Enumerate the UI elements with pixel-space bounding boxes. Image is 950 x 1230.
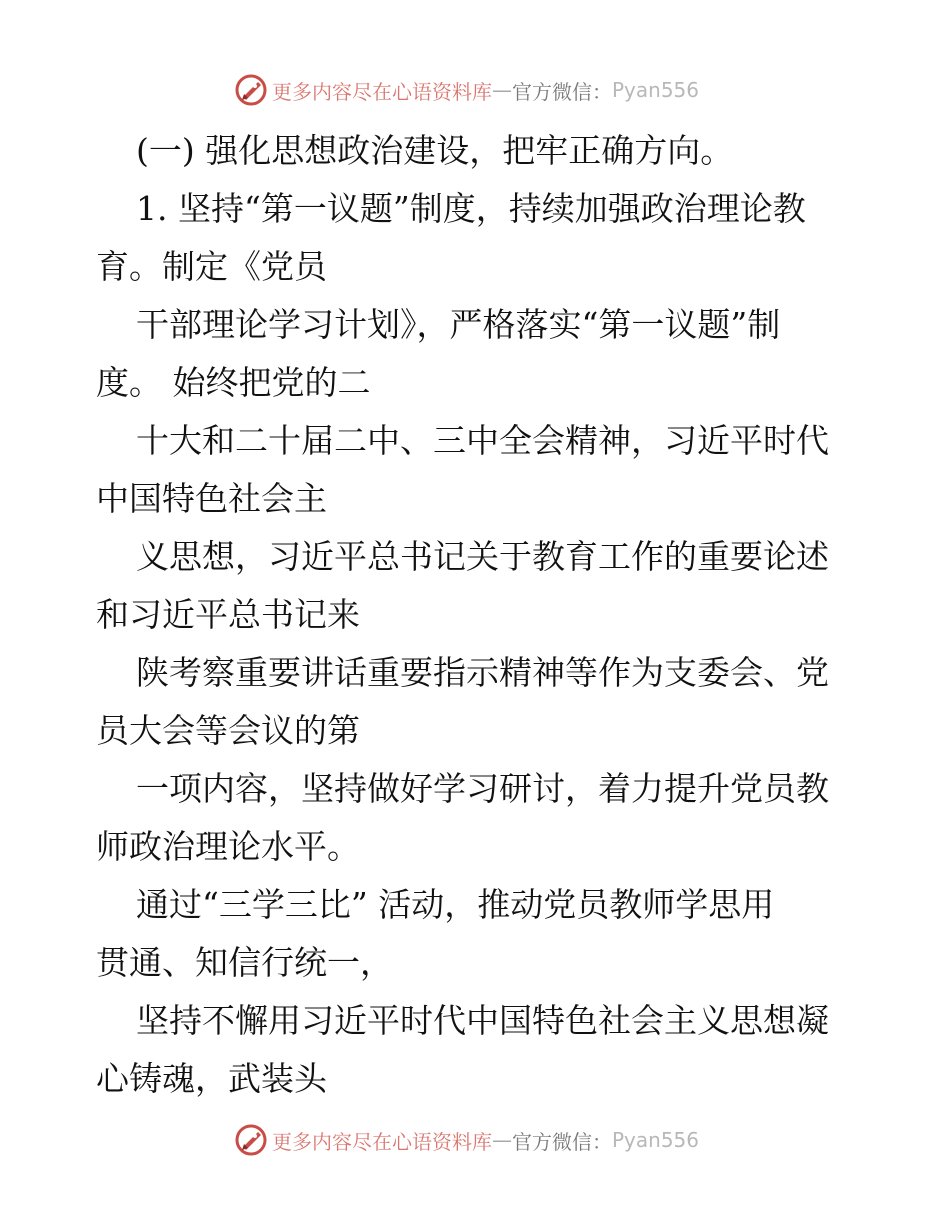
watermark-separator: —: [492, 78, 512, 102]
pen-logo-icon: [234, 1123, 268, 1157]
pen-logo-icon: [234, 73, 268, 107]
text-line: 一项内容，坚持做好学习研讨，着力提升党员教: [136, 769, 829, 808]
paragraph-study-discussion: [96, 760, 856, 876]
text-line: 1. 坚持“第一议题”制度，持续加强政治理论教: [136, 189, 806, 228]
text-line: 心铸魂，武装头: [96, 1059, 327, 1098]
text-line: 中国特色社会主: [96, 479, 327, 518]
paragraph-ideology-empowerment: [96, 992, 856, 1108]
paragraph-three-study-activity: [96, 876, 856, 992]
watermark-wechat-id: Pyan556: [612, 78, 700, 102]
footer-watermark: [234, 1122, 699, 1158]
text-line: 陕考察重要讲话重要指示精神等作为支委会、党: [136, 653, 829, 692]
paragraph-heading: [96, 122, 856, 180]
paragraph-first-topic: [96, 180, 856, 296]
text-line: 坚持不懈用习近平时代中国特色社会主义思想凝: [136, 1001, 829, 1040]
text-line: (一) 强化思想政治建设，把牢正确方向。: [136, 131, 734, 170]
text-line: 育。制定《党员: [96, 247, 327, 286]
paragraph-congress-spirit: [96, 412, 856, 528]
header-watermark: [234, 72, 699, 108]
paragraph-shaanxi-inspection: [96, 644, 856, 760]
watermark-site-text: 更多内容尽在心语资料库: [272, 79, 492, 104]
paragraph-study-plan: [96, 296, 856, 412]
text-line: 和习近平总书记来: [96, 595, 360, 634]
watermark-site-text: 更多内容尽在心语资料库: [272, 1129, 492, 1154]
watermark-separator: —: [492, 1128, 512, 1152]
watermark-official-label: 官方微信：: [512, 1129, 612, 1154]
watermark-wechat-id: Pyan556: [612, 1128, 700, 1152]
text-line: 十大和二十届二中、三中全会精神，习近平时代: [136, 421, 829, 460]
text-line: 贯通、知信行统一，: [96, 943, 393, 982]
text-line: 度。 始终把党的二: [96, 363, 371, 402]
paragraph-education-work: [96, 528, 856, 644]
text-line: 通过“三学三比” 活动，推动党员教师学思用: [136, 885, 775, 924]
text-line: 干部理论学习计划》，严格落实“第一议题”制: [136, 305, 781, 344]
watermark-official-label: 官方微信：: [512, 79, 612, 104]
text-line: 义思想，习近平总书记关于教育工作的重要论述: [136, 537, 829, 576]
text-line: 员大会等会议的第: [96, 711, 360, 750]
text-line: 师政治理论水平。: [96, 827, 360, 866]
document-body: [96, 122, 856, 1108]
